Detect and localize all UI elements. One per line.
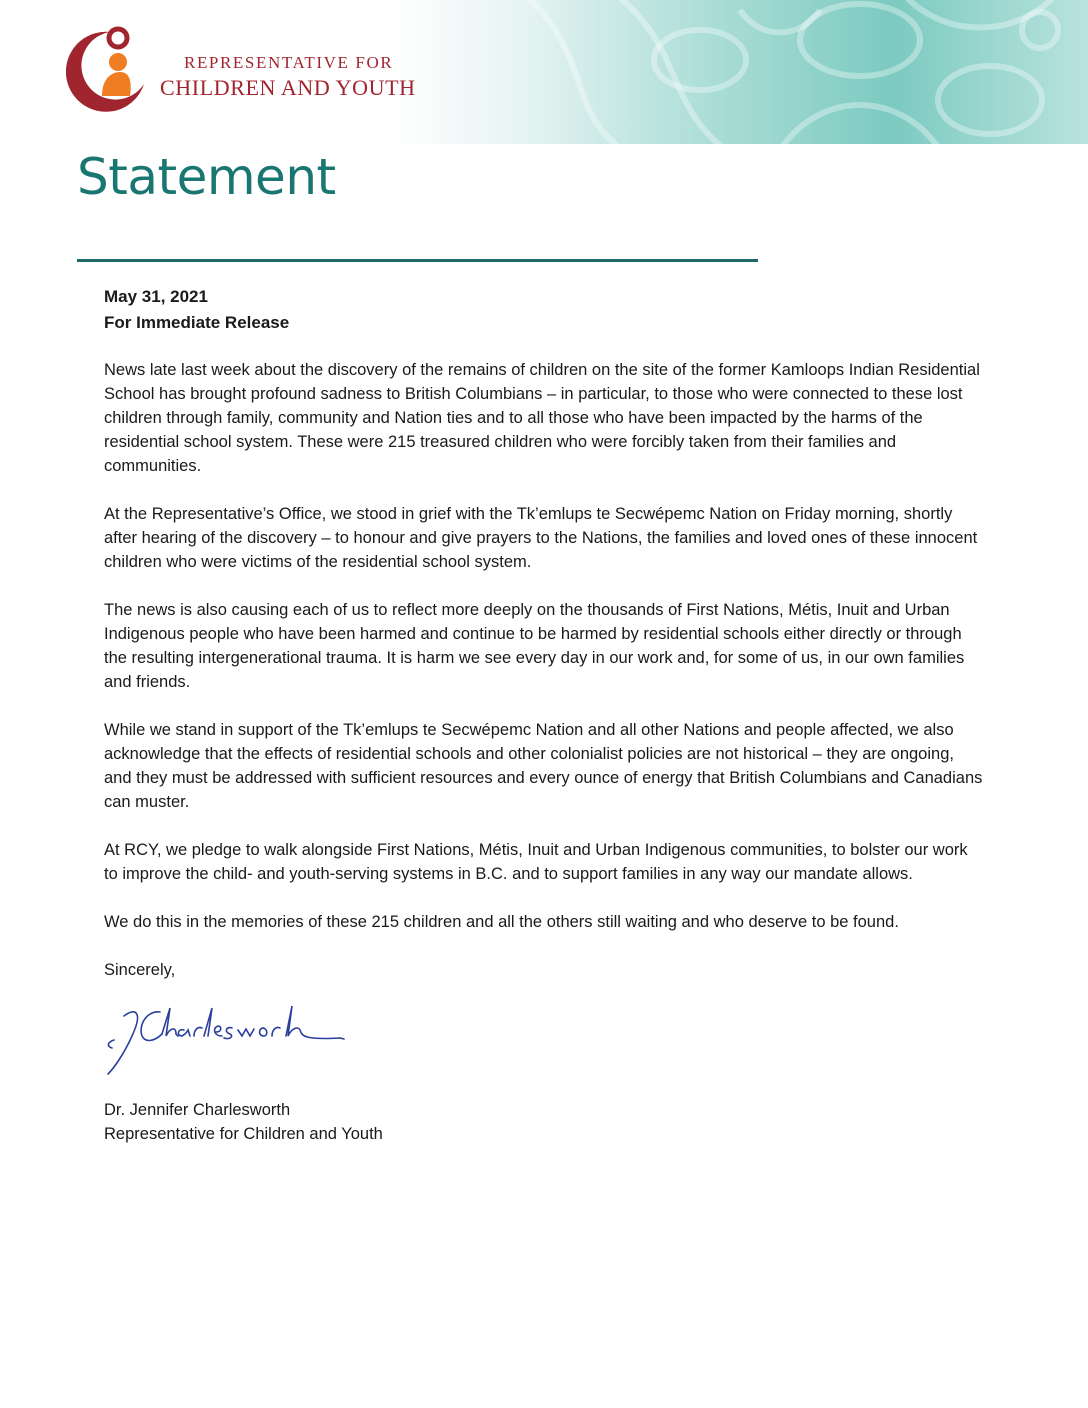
signer-title: Representative for Children and Youth <box>104 1125 383 1143</box>
organization-name <box>160 54 416 99</box>
title-divider <box>77 259 758 262</box>
org-name-line2: CHILDREN AND YOUTH <box>160 75 416 100</box>
handwritten-signature <box>104 996 354 1076</box>
paragraph-4: While we stand in support of the Tk’emlups te Secwépemc Nation and all other Nations and people affected, we also acknowledge that the effects of residential schools and other colonialist policies are not historical – they are ongoing, and they must be addressed with sufficient resources and every ounce of energy that British Columbians and Canadians can muster. <box>104 721 983 811</box>
statement-date: May 31, 2021 <box>104 287 208 306</box>
page-title: Statement <box>77 148 336 206</box>
signer-name: Dr. Jennifer Charlesworth <box>104 1101 291 1119</box>
closing-salutation: Sincerely, <box>104 961 176 979</box>
release-label: For Immediate Release <box>104 313 290 332</box>
org-name-line1: REPRESENTATIVE FOR <box>184 53 394 72</box>
rcy-logo <box>58 24 148 118</box>
paragraph-2: At the Representative’s Office, we stood in grief with the Tk’emlups te Secwépemc Nation on Friday morning, shortly after hearing of the discovery – to honour and give prayers to the Nations, the families and loved ones of these innocent children who were victims of the residential school system. <box>104 505 978 571</box>
paragraph-6: We do this in the memories of these 215 children and all the others still waiting and who deserve to be found. <box>104 913 899 931</box>
statement-body <box>104 284 984 1146</box>
paragraph-5: At RCY, we pledge to walk alongside First Nations, Métis, Inuit and Urban Indigenous communities, to bolster our work to improve the child- and youth-serving systems in B.C. and to support families in any way our mandate allows. <box>104 841 968 883</box>
header-banner <box>0 0 1088 144</box>
paragraph-3: The news is also causing each of us to reflect more deeply on the thousands of First Nations, Métis, Inuit and Urban Indigenous people who have been harmed and continue to be harmed by residential schools either directly or through the resulting intergenerational trauma. It is harm we see every day in our work and, for some of us, in our own families and friends. <box>104 601 965 691</box>
paragraph-1: News late last week about the discovery of the remains of children on the site of the former Kamloops Indian Residential School has brought profound sadness to British Columbians – in particular, to those who were connected to these lost children through family, community and Nation ties and to all those who have been impacted by the harms of the residential school system. These were 215 treasured children who were forcibly taken from their families and communities. <box>104 361 980 475</box>
